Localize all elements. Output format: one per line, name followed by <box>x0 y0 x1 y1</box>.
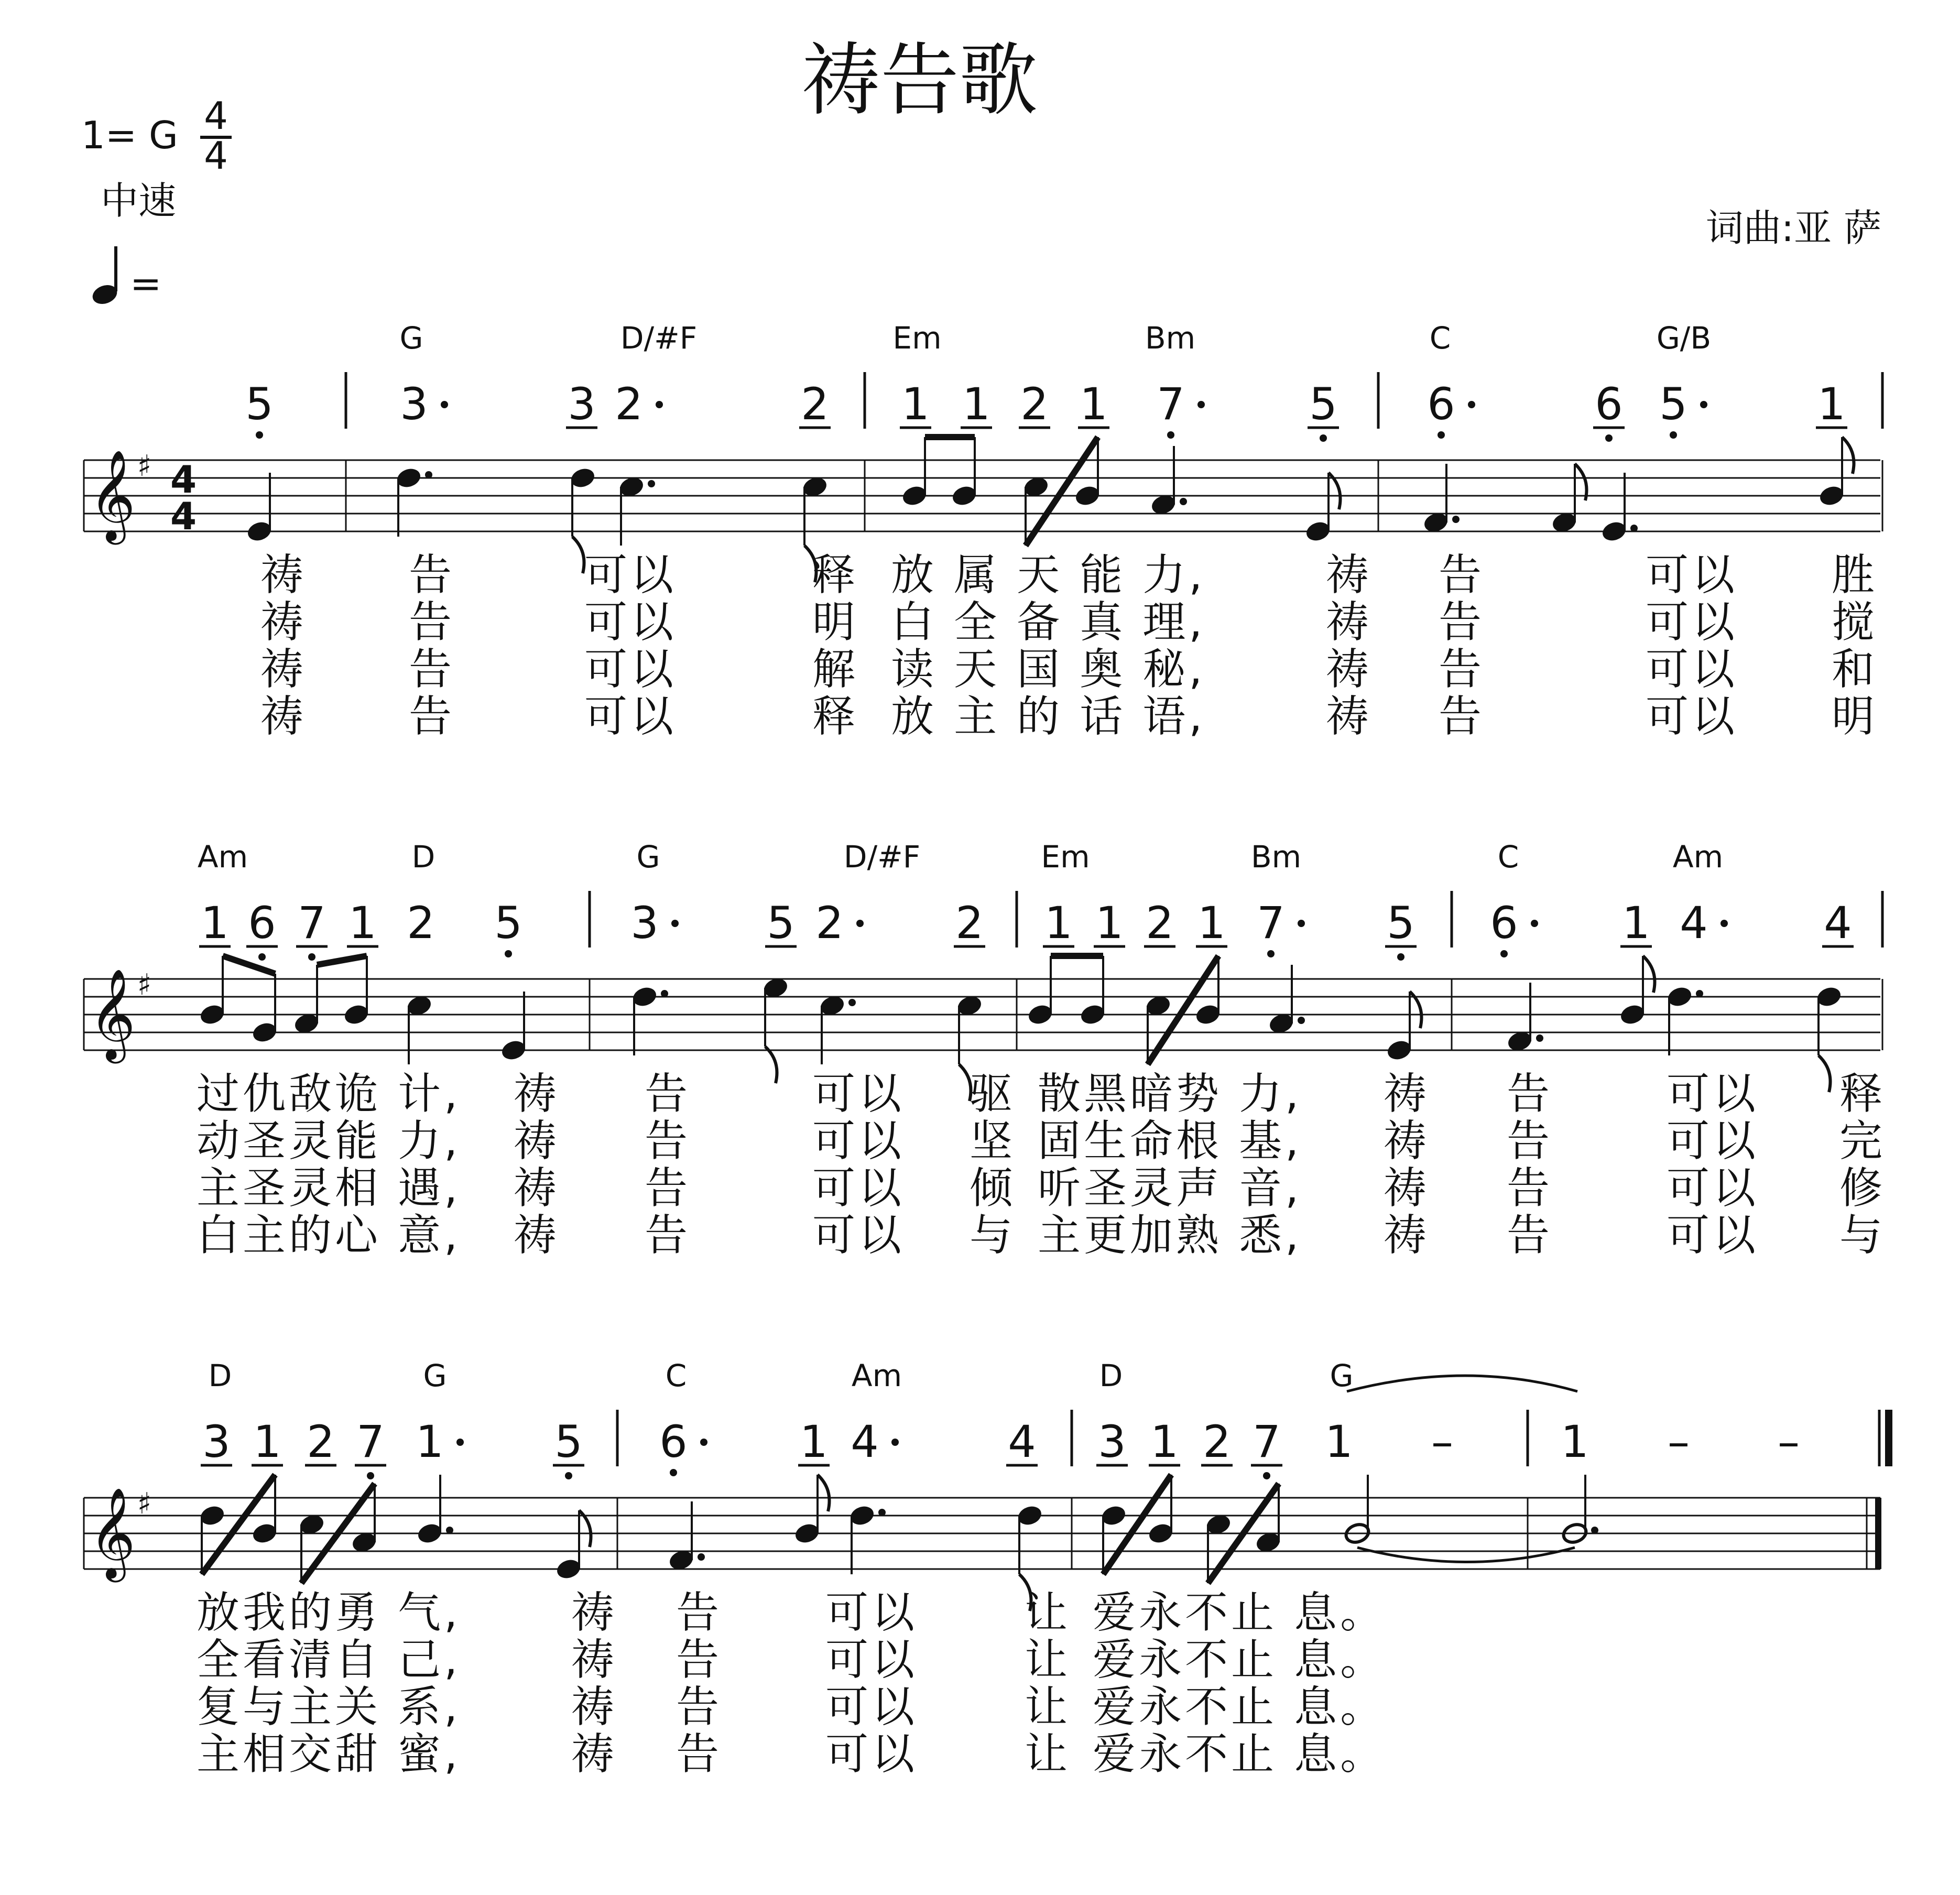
lyric-syllable: 可以 <box>1646 550 1738 600</box>
note-dot <box>1298 1017 1305 1024</box>
note-dot <box>648 480 655 487</box>
jianpu-note: 7 <box>356 1416 385 1467</box>
lyric-syllable: 释 <box>1839 1069 1886 1119</box>
tempo-text: 中速 <box>101 179 177 223</box>
system-1 <box>84 320 1882 742</box>
note-dot <box>1180 498 1187 505</box>
lyric-syllable: 过仇敌诡 计, <box>197 1069 461 1119</box>
beam <box>202 1475 275 1574</box>
jianpu-note: 1 <box>1150 1416 1179 1467</box>
lyric-syllable: 可以 <box>825 1588 918 1638</box>
jianpu-note: 6 <box>659 1416 688 1467</box>
lyric-syllable: 与 <box>970 1211 1016 1260</box>
time-signature-top: 4 <box>204 94 228 138</box>
jianpu-note: 1 <box>1325 1416 1353 1467</box>
tempo-equals: = <box>130 262 162 306</box>
treble-clef-icon: 𝄞 <box>89 1487 136 1578</box>
lyric-syllable: 祷 <box>571 1635 618 1685</box>
low-octave-dot <box>1263 1472 1270 1479</box>
lyric-syllable: 明 <box>812 597 859 647</box>
low-octave-dot <box>256 431 263 439</box>
jianpu-note: 6 <box>1595 378 1623 430</box>
jianpu-note: 2 <box>307 1416 335 1467</box>
chord-symbol: D <box>208 1358 232 1393</box>
lyric-syllable: 可以 <box>584 692 677 742</box>
lyric-syllable: 祷 <box>1326 645 1373 694</box>
note-dot <box>425 471 432 478</box>
low-octave-dot <box>258 953 266 961</box>
lyric-syllable: 告 <box>1439 645 1485 694</box>
lyric-syllable: 可以 <box>812 1116 905 1166</box>
chord-symbol: C <box>1497 839 1519 875</box>
jianpu-note: 3 <box>1098 1416 1126 1467</box>
low-octave-dot <box>1438 431 1445 439</box>
lyric-syllable: 可以 <box>825 1635 918 1685</box>
lyric-syllable: 可以 <box>1667 1211 1759 1260</box>
low-octave-dot <box>1670 431 1677 439</box>
lyric-syllable: 倾 <box>970 1163 1016 1213</box>
jianpu-note: 4 <box>1008 1416 1036 1467</box>
lyric-syllable: 听圣灵声 音, <box>1038 1163 1302 1213</box>
jianpu-note: 1 <box>1044 897 1073 949</box>
lyric-syllable: 让 <box>1025 1588 1071 1638</box>
low-octave-dot <box>1397 953 1404 961</box>
jianpu-note: 7 <box>298 897 326 949</box>
chord-symbol: G <box>1330 1358 1354 1393</box>
low-octave-dot <box>565 1472 572 1479</box>
jianpu-note: 2 <box>1020 378 1049 430</box>
jianpu-note: 1 <box>1561 1416 1589 1467</box>
composer-credit: 词曲:亚 萨 <box>1705 206 1881 250</box>
treble-clef-icon: 𝄞 <box>89 450 136 541</box>
note-dot <box>1536 1034 1543 1042</box>
eighth-flag <box>1819 1055 1831 1092</box>
jianpu-note: 1 <box>1817 378 1846 430</box>
lyric-syllable: 可以 <box>812 1163 905 1213</box>
jianpu-note: 1 <box>1095 897 1124 949</box>
lyric-syllable: 和 <box>1832 645 1878 694</box>
lyric-syllable: 告 <box>645 1163 691 1213</box>
lyric-syllable: 告 <box>676 1588 723 1638</box>
chord-symbol: Am <box>197 839 248 875</box>
lyric-syllable: 祷 <box>571 1588 618 1638</box>
time-signature-bottom: 4 <box>204 134 228 178</box>
jianpu-note: 6 <box>1490 897 1518 949</box>
lyric-syllable: 放我的勇 气, <box>197 1588 461 1638</box>
lyric-syllable: 释 <box>812 550 859 600</box>
jianpu-note: 1 <box>349 897 377 949</box>
tie-curve <box>1357 1548 1575 1562</box>
jianpu-note: 5 <box>1309 378 1337 430</box>
sharp-icon: ♯ <box>137 449 152 483</box>
lyric-syllable: 告 <box>645 1069 691 1119</box>
lyric-syllable: 祷 <box>1384 1163 1430 1213</box>
sharp-icon: ♯ <box>137 968 152 1002</box>
chord-symbol: Bm <box>1250 839 1302 875</box>
system-2 <box>84 839 1886 1260</box>
lyric-syllable: 祷 <box>1384 1211 1430 1260</box>
lyric-syllable: 爱永不止 息。 <box>1093 1635 1387 1685</box>
augmentation-dot <box>1298 920 1305 927</box>
lyric-syllable: 祷 <box>260 550 307 600</box>
lyric-syllable: 坚 <box>970 1116 1016 1166</box>
chord-symbol: D/#F <box>620 320 698 356</box>
lyric-syllable: 胜 <box>1832 550 1878 600</box>
system-3 <box>84 1358 1889 1779</box>
note-dot <box>661 990 668 997</box>
jianpu-note: 1 <box>962 378 990 430</box>
lyric-syllable: 祷 <box>571 1729 618 1779</box>
lyric-syllable: 让 <box>1025 1682 1071 1732</box>
jianpu-note: 5 <box>554 1416 583 1467</box>
lyric-syllable: 告 <box>676 1635 723 1685</box>
lyric-syllable: 祷 <box>1384 1116 1430 1166</box>
lyric-syllable: 祷 <box>260 645 307 694</box>
jianpu-note: 1 <box>416 1416 444 1467</box>
lyric-syllable: 完 <box>1839 1116 1886 1166</box>
lyric-syllable: 可以 <box>1667 1069 1759 1119</box>
lyric-syllable: 可以 <box>1646 645 1738 694</box>
augmentation-dot <box>1721 920 1728 927</box>
note-dot <box>1696 990 1703 997</box>
lyric-syllable: 祷 <box>514 1163 560 1213</box>
chord-symbol: G <box>423 1358 447 1393</box>
lyric-syllable: 告 <box>676 1682 723 1732</box>
jianpu-note: 2 <box>1146 897 1174 949</box>
lyric-syllable: 可以 <box>1667 1163 1759 1213</box>
eighth-flag <box>1842 437 1854 474</box>
lyric-syllable: 告 <box>409 597 455 647</box>
beam <box>317 956 367 965</box>
low-octave-dot <box>1167 431 1174 439</box>
key-signature: 1= G <box>81 113 178 157</box>
jianpu-note: 5 <box>1659 378 1687 430</box>
jianpu-note: 7 <box>1257 897 1285 949</box>
sharp-icon: ♯ <box>137 1487 152 1521</box>
staff-time-bottom: 4 <box>170 494 197 538</box>
lyric-syllable: 搅 <box>1832 597 1878 647</box>
systems <box>84 320 1889 1779</box>
lyric-syllable: 祷 <box>571 1682 618 1732</box>
jianpu-note: 6 <box>1427 378 1455 430</box>
chord-symbol: D/#F <box>843 839 921 875</box>
lyric-syllable: 与 <box>1839 1211 1886 1260</box>
lyric-syllable: 让 <box>1025 1635 1071 1685</box>
note-dot <box>1630 525 1638 532</box>
jianpu-note: 3 <box>630 897 659 949</box>
jianpu-slur <box>1347 1376 1577 1391</box>
lyric-syllable: 白主的心 意, <box>197 1211 461 1260</box>
lyric-syllable: 祷 <box>1326 692 1373 742</box>
jianpu-note: 6 <box>248 897 276 949</box>
jianpu-note: – <box>1431 1416 1453 1467</box>
jianpu-note: 2 <box>407 897 435 949</box>
lyric-syllable: 祷 <box>514 1069 560 1119</box>
jianpu-note: – <box>1668 1416 1690 1467</box>
lyric-syllable: 固生命根 基, <box>1038 1116 1302 1166</box>
lyric-syllable: 释 <box>812 692 859 742</box>
lyric-syllable: 动圣灵能 力, <box>197 1116 461 1166</box>
lyric-syllable: 放 属 天 能 力, <box>891 550 1206 600</box>
lyric-syllable: 告 <box>409 550 455 600</box>
augmentation-dot <box>456 1439 464 1446</box>
note-dot <box>1452 516 1460 523</box>
staff-time-top: 4 <box>170 458 197 502</box>
lyric-syllable: 祷 <box>260 692 307 742</box>
jianpu-note: 7 <box>1157 378 1185 430</box>
eighth-flag <box>572 537 584 573</box>
lyric-syllable: 可以 <box>1646 692 1738 742</box>
treble-clef-icon: 𝄞 <box>89 968 136 1060</box>
low-octave-dot <box>308 953 315 961</box>
lyric-syllable: 复与主关 系, <box>197 1682 461 1732</box>
lyric-syllable: 修 <box>1839 1163 1886 1213</box>
low-octave-dot <box>1267 950 1275 957</box>
lyric-syllable: 驱 <box>970 1069 1016 1119</box>
jianpu-note: 7 <box>1253 1416 1281 1467</box>
chord-symbol: C <box>1429 320 1451 356</box>
jianpu-note: 5 <box>494 897 522 949</box>
lyric-syllable: 祷 <box>1326 550 1373 600</box>
jianpu-note: 4 <box>851 1416 879 1467</box>
lyric-syllable: 可以 <box>584 597 677 647</box>
jianpu-note: 1 <box>1080 378 1108 430</box>
lyric-syllable: 可以 <box>825 1682 918 1732</box>
lyric-syllable: 告 <box>676 1729 723 1779</box>
chord-symbol: D <box>411 839 435 875</box>
chord-symbol: Em <box>1041 839 1090 875</box>
lyric-syllable: 祷 <box>260 597 307 647</box>
augmentation-dot <box>441 401 448 408</box>
lyric-syllable: 告 <box>1439 550 1485 600</box>
lyric-syllable: 白 全 备 真 理, <box>891 597 1206 647</box>
augmentation-dot <box>1700 401 1707 408</box>
lyric-syllable: 告 <box>645 1116 691 1166</box>
lyric-syllable: 主圣灵相 遇, <box>197 1163 461 1213</box>
lyric-syllable: 让 <box>1025 1729 1071 1779</box>
lyric-syllable: 可以 <box>1667 1116 1759 1166</box>
lyric-syllable: 告 <box>1439 597 1485 647</box>
song-title: 祷告歌 <box>801 35 1038 126</box>
lyric-syllable: 可以 <box>812 1069 905 1119</box>
low-octave-dot <box>367 1472 374 1479</box>
lyric-syllable: 告 <box>645 1211 691 1260</box>
lyric-syllable: 告 <box>409 645 455 694</box>
chord-symbol: C <box>665 1358 687 1393</box>
low-octave-dot <box>1605 434 1613 442</box>
lyric-syllable: 全看清自 己, <box>197 1635 461 1685</box>
lyric-syllable: 散黑暗势 力, <box>1038 1069 1302 1119</box>
chord-symbol: G <box>636 839 660 875</box>
lyric-syllable: 祷 <box>1326 597 1373 647</box>
note-dot <box>698 1553 705 1561</box>
jianpu-note: 4 <box>1824 897 1852 949</box>
lyric-syllable: 可以 <box>825 1729 918 1779</box>
beam <box>223 956 275 974</box>
jianpu-note: 1 <box>1622 897 1650 949</box>
chord-symbol: Am <box>851 1358 902 1393</box>
augmentation-dot <box>656 401 663 408</box>
jianpu-note: – <box>1778 1416 1800 1467</box>
jianpu-note: 1 <box>253 1416 281 1467</box>
jianpu-note: 2 <box>815 897 844 949</box>
jianpu-note: 3 <box>202 1416 231 1467</box>
jianpu-note: 1 <box>800 1416 828 1467</box>
lyric-syllable: 可以 <box>584 645 677 694</box>
lyric-syllable: 告 <box>1507 1163 1553 1213</box>
lyric-syllable: 爱永不止 息。 <box>1093 1682 1387 1732</box>
jianpu-note: 1 <box>201 897 229 949</box>
lyric-syllable: 主相交甜 蜜, <box>197 1729 461 1779</box>
jianpu-note: 4 <box>1680 897 1708 949</box>
low-octave-dot <box>1500 950 1508 957</box>
lyric-syllable: 爱永不止 息。 <box>1093 1729 1387 1779</box>
jianpu-note: 1 <box>901 378 930 430</box>
jianpu-note: 3 <box>400 378 428 430</box>
jianpu-note: 1 <box>1197 897 1226 949</box>
lyric-syllable: 告 <box>1507 1069 1553 1119</box>
lyric-syllable: 告 <box>1439 692 1485 742</box>
augmentation-dot <box>856 920 864 927</box>
jianpu-note: 5 <box>1387 897 1415 949</box>
lyric-syllable: 爱永不止 息。 <box>1093 1588 1387 1638</box>
lyric-syllable: 祷 <box>1384 1069 1430 1119</box>
chord-symbol: G/B <box>1656 320 1712 356</box>
chord-symbol: D <box>1099 1358 1123 1393</box>
note-dot <box>1591 1527 1598 1534</box>
low-octave-dot <box>670 1469 677 1476</box>
augmentation-dot <box>700 1439 707 1446</box>
eighth-flag <box>818 1475 830 1511</box>
note-dot <box>878 1509 886 1516</box>
lyric-syllable: 告 <box>409 692 455 742</box>
augmentation-dot <box>671 920 679 927</box>
augmentation-dot <box>1531 920 1538 927</box>
lyric-syllable: 告 <box>1507 1211 1553 1260</box>
jianpu-note: 3 <box>568 378 596 430</box>
augmentation-dot <box>1197 401 1205 408</box>
jianpu-note: 2 <box>955 897 984 949</box>
lyric-syllable: 祷 <box>514 1116 560 1166</box>
lyric-syllable: 可以 <box>584 550 677 600</box>
jianpu-note: 5 <box>767 897 795 949</box>
jianpu-note: 5 <box>245 378 274 430</box>
lyric-syllable: 告 <box>1507 1116 1553 1166</box>
lyric-syllable: 明 <box>1832 692 1878 742</box>
note-dot <box>848 999 856 1006</box>
low-octave-dot <box>505 950 512 957</box>
lyric-syllable: 可以 <box>1646 597 1738 647</box>
chord-symbol: Am <box>1672 839 1724 875</box>
lyric-syllable: 主更加熟 悉, <box>1038 1211 1302 1260</box>
jianpu-note: 2 <box>801 378 829 430</box>
low-octave-dot <box>1320 434 1327 442</box>
eighth-flag <box>1643 956 1655 993</box>
jianpu-note: 2 <box>615 378 643 430</box>
augmentation-dot <box>891 1439 899 1446</box>
augmentation-dot <box>1468 401 1475 408</box>
note-dot <box>446 1527 453 1534</box>
lyric-syllable: 解 <box>812 645 859 694</box>
jianpu-note: 2 <box>1203 1416 1231 1467</box>
chord-symbol: Em <box>892 320 942 356</box>
chord-symbol: G <box>399 320 423 356</box>
quarter-note-icon <box>90 246 120 307</box>
chord-symbol: Bm <box>1145 320 1196 356</box>
lyric-syllable: 可以 <box>812 1211 905 1260</box>
lyric-syllable: 放 主 的 话 语, <box>891 692 1206 742</box>
eighth-flag <box>765 1047 777 1083</box>
lyric-syllable: 读 天 国 奥 秘, <box>891 645 1206 694</box>
lyric-syllable: 祷 <box>514 1211 560 1260</box>
